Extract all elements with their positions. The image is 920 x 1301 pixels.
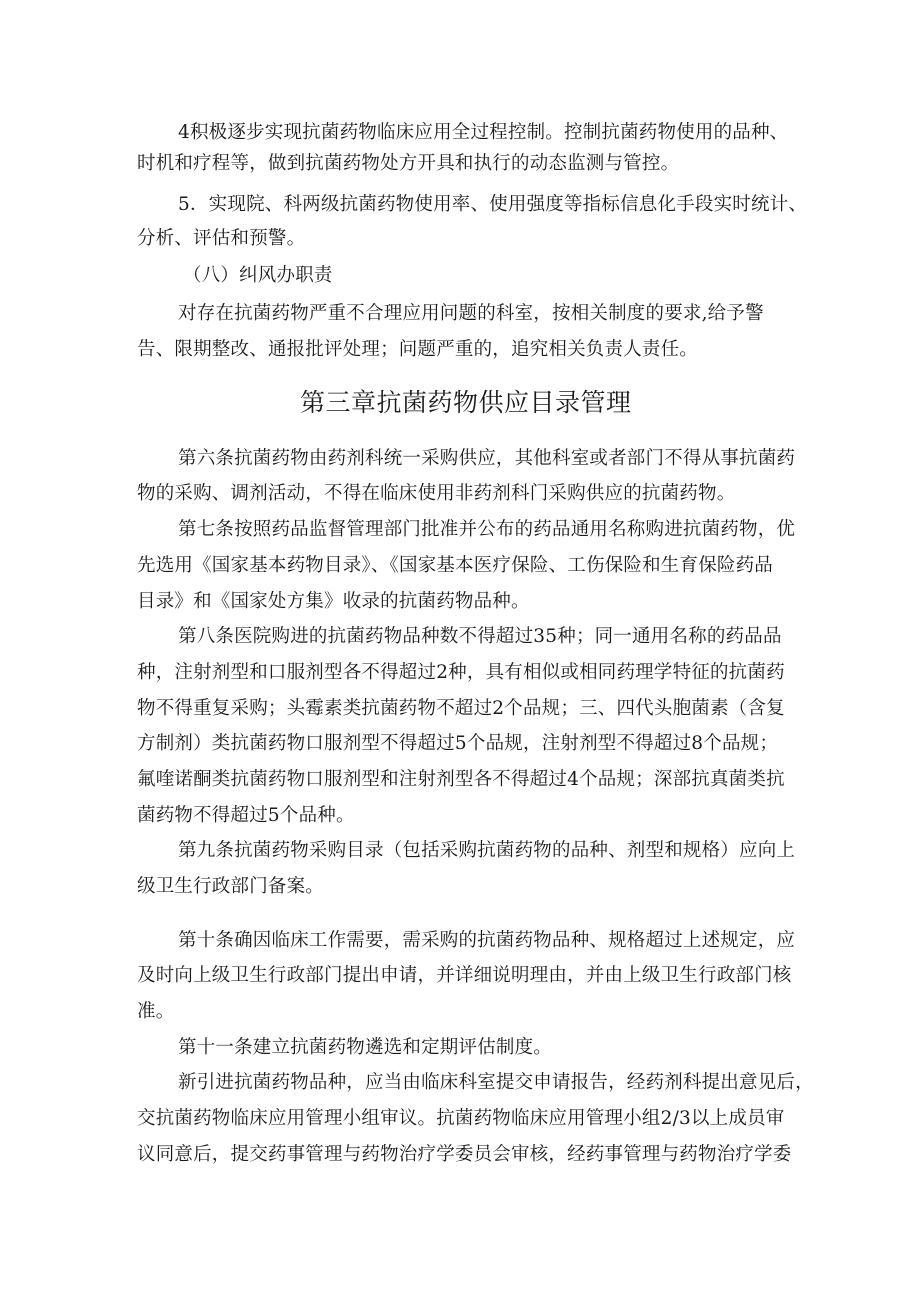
article-11-line-1: 第十一条建立抗菌药物遴选和定期评估制度。: [178, 1037, 553, 1058]
article-8-line-2: 种，注射剂型和口服剂型各不得超过2种，具有相似或相同药理学特征的抗菌药: [137, 662, 785, 683]
article-10-line-2: 及时向上级卫生行政部门提出申请，并详细说明理由，并由上级卫生行政部门核: [137, 965, 792, 986]
article-8-line-4: 方制剂）类抗菌药物口服剂型不得超过5个品规，注射剂型不得超过8个品规；: [137, 733, 779, 754]
article-6-line-2: 物的采购、调剂活动，不得在临床使用非药剂科门采购供应的抗菌药物。: [137, 483, 736, 504]
new-drug-para-line-2: 交抗菌药物临床应用管理小组审议。抗菌药物临床应用管理小组2/3以上成员审: [137, 1108, 785, 1129]
section-8-line-1: 对存在抗菌药物严重不合理应用问题的科室，按相关制度的要求,给予警: [178, 303, 764, 324]
article-7-line-2: 先选用《国家基本药物目录》、《国家基本医疗保险、工伤保险和生育保险药品: [137, 555, 774, 576]
article-7-line-3: 目录》和《国家处方集》收录的抗菌药物品种。: [137, 591, 530, 612]
item-5-line-2: 分析、评估和预警。: [137, 228, 306, 249]
chapter-3-heading: 第三章抗菌药物供应目录管理: [300, 388, 632, 417]
article-10-line-1: 第十条确因临床工作需要，需采购的抗菌药物品种、规格超过上述规定，应: [178, 930, 796, 951]
article-6-line-1: 第六条抗菌药物由药剂科统一采购供应，其他科室或者部门不得从事抗菌药: [178, 448, 796, 469]
section-8-title: （八）纠风办职责: [183, 265, 333, 286]
item-5-line-1: 5．实现院、科两级抗菌药物使用率、使用强度等指标信息化手段实时统计、: [178, 194, 808, 215]
new-drug-para-line-3: 议同意后，提交药事管理与药物治疗学委员会审核，经药事管理与药物治疗学委: [137, 1144, 792, 1165]
article-8-line-6: 菌药物不得超过5个品种。: [137, 805, 355, 826]
article-10-line-3: 准。: [137, 1001, 175, 1022]
article-8-line-5: 氟喹诺酮类抗菌药物口服剂型和注射剂型各不得超过4个品规；深部抗真菌类抗: [137, 769, 785, 790]
new-drug-para-line-1: 新引进抗菌药物品种，应当由临床科室提交申请报告，经药剂科提出意见后，: [178, 1072, 814, 1093]
article-7-line-1: 第七条按照药品监督管理部门批准并公布的药品通用名称购进抗菌药物，优: [178, 519, 796, 540]
article-8-line-3: 物不得重复采购；头霉素类抗菌药物不超过2个品规；三、四代头胞菌素（含复: [137, 698, 785, 719]
article-8-line-1: 第八条医院购进的抗菌药物品种数不得超过35种；同一通用名称的药品品: [178, 626, 782, 647]
item-4-line-2: 时机和疗程等，做到抗菌药物处方开具和执行的动态监测与管控。: [137, 153, 680, 174]
article-9-line-1: 第九条抗菌药物采购目录（包括采购抗菌药物的品种、剂型和规格）应向上: [178, 840, 796, 861]
section-8-line-2: 告、限期整改、通报批评处理；问题严重的，追究相关负责人责任。: [137, 339, 699, 360]
item-4-line-1: 4积极逐步实现抗菌药物临床应用全过程控制。控制抗菌药物使用的品种、: [178, 122, 789, 143]
article-9-line-2: 级卫生行政部门备案。: [137, 876, 325, 897]
